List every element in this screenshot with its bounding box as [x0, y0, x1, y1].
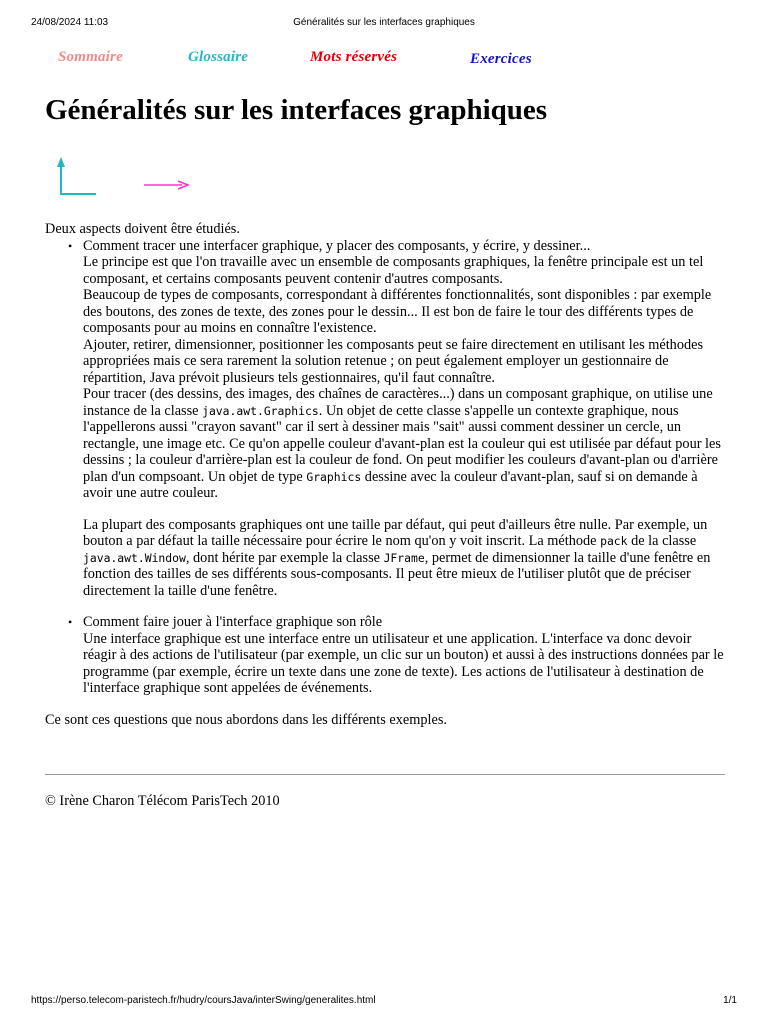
arrow-right-icon[interactable]: [142, 178, 192, 192]
text: Ajouter, retirer, dimensionner, positionner les composants peut se faire directement en utilisant les méthodes appropriées mais ce sera rarement la solution retenue ; on peut également employer un gestionnaire de répartition, Java prévoit plusieurs tels gestionnaires, qu'il faut connaître.: [83, 336, 704, 386]
text: Le principe est que l'on travaille avec un ensemble de composants graphiques, la fenêtre principale est un tel composant, et certains composants peuvent contenir d'autres composants.: [83, 254, 704, 287]
nav-link-mots-reserves[interactable]: Mots réservés: [310, 49, 398, 65]
intro-text: Deux aspects doivent être étudiés.: [45, 221, 240, 237]
code-class-name: java.awt.Window: [83, 550, 186, 565]
print-footer: [0, 995, 768, 1009]
text: La plupart des composants graphiques ont une taille par défaut, qui peut d'ailleurs être nulle. Par exemple, un bouton a par défaut la taille nécessaire pour écrire le nom qu'on y voit inscrit. La méthode: [83, 516, 708, 549]
code-method-name: pack: [600, 534, 628, 548]
nav-link-exercices[interactable]: Exercices: [470, 51, 532, 67]
print-datetime: 24/08/2024 11:03: [31, 17, 109, 28]
nav-link-glossaire[interactable]: Glossaire: [188, 49, 249, 65]
paragraph: [83, 517, 725, 600]
text: , dont hérite par exemple la classe: [185, 549, 384, 566]
copyright: © Irène Charon Télécom ParisTech 2010: [45, 793, 280, 809]
bullet-icon: •: [68, 615, 73, 629]
code-class-name: JFrame: [383, 550, 425, 565]
text: , permet de dimensionner la taille d'une fenêtre en fonction des tailles de ses différents sous-composants. Il peut être mieux de l'utiliser plutôt que de préciser directement la taille d'une fenêtre.: [83, 549, 711, 599]
text: dessine avec la couleur d'avant-plan, sauf si on demande à avoir une autre couleur.: [83, 468, 698, 501]
page-title: Généralités sur les interfaces graphiques: [45, 94, 548, 126]
page-number: 1/1: [723, 995, 737, 1006]
code-class-name: Graphics: [306, 469, 362, 484]
list-item: [45, 238, 725, 600]
closing-text: Ce sont ces questions que nous abordons dans les différents exemples.: [45, 711, 447, 728]
print-header: [0, 17, 768, 31]
page-url: https://perso.telecom-paristech.fr/hudry/coursJava/interSwing/generalites.html: [31, 995, 376, 1006]
topic-heading: Comment faire jouer à l'interface graphique son rôle: [83, 614, 383, 630]
text: Une interface graphique est une interface entre un utilisateur et une application. L'interface va donc devoir réagir à des actions de l'utilisateur (par exemple, un clic sur un bouton) et aussi à des instructions données par le programme (par exemple, écrire un texte dans une zone de texte). Les actions de l'utilisateur à destination de l'interface graphique sont appelées de événements.: [83, 630, 724, 696]
text: Beaucoup de types de composants, correspondant à différentes fonctionnalités, sont disponibles : par exemple des boutons, des zones de texte, des zones pour le dessin... Il est bon de faire le tour des différents types de composants pour au moins en connaître l'existence.: [83, 287, 712, 336]
main-content: [45, 221, 725, 728]
arrow-up-icon[interactable]: [54, 156, 98, 198]
divider: [45, 774, 725, 775]
paragraph: [83, 254, 725, 502]
list-item: [45, 614, 725, 697]
paragraph: [83, 631, 725, 697]
print-title: Généralités sur les interfaces graphiques: [293, 17, 475, 28]
topics-list: [45, 238, 725, 697]
text: . Un objet de cette classe s'appelle un contexte graphique, nous l'appellerons aussi "crayon savant" car il sert à dessiner mais "sait" aussi comment dessiner un cercle, un rectangle, une image etc. Ce qu'on appelle couleur d'avant-plan est la couleur qui est utilisée par défaut pour les dessins ; la couleur d'arrière-plan est la couleur de fond. On peut modifier les couleurs d'avant-plan ou d'arrière plan d'un compsoant. Un objet de type: [83, 402, 721, 485]
code-class-name: java.awt.Graphics: [202, 403, 319, 418]
nav-link-sommaire[interactable]: Sommaire: [58, 49, 123, 65]
text: de la classe: [627, 533, 697, 549]
topic-heading: Comment tracer une interfacer graphique, y placer des composants, y écrire, y dessiner...: [83, 237, 591, 254]
bullet-icon: •: [68, 238, 73, 253]
text: Pour tracer (des dessins, des images, des chaînes de caractères...) dans un composant graphique, on utilise une instance de la classe: [83, 386, 713, 419]
